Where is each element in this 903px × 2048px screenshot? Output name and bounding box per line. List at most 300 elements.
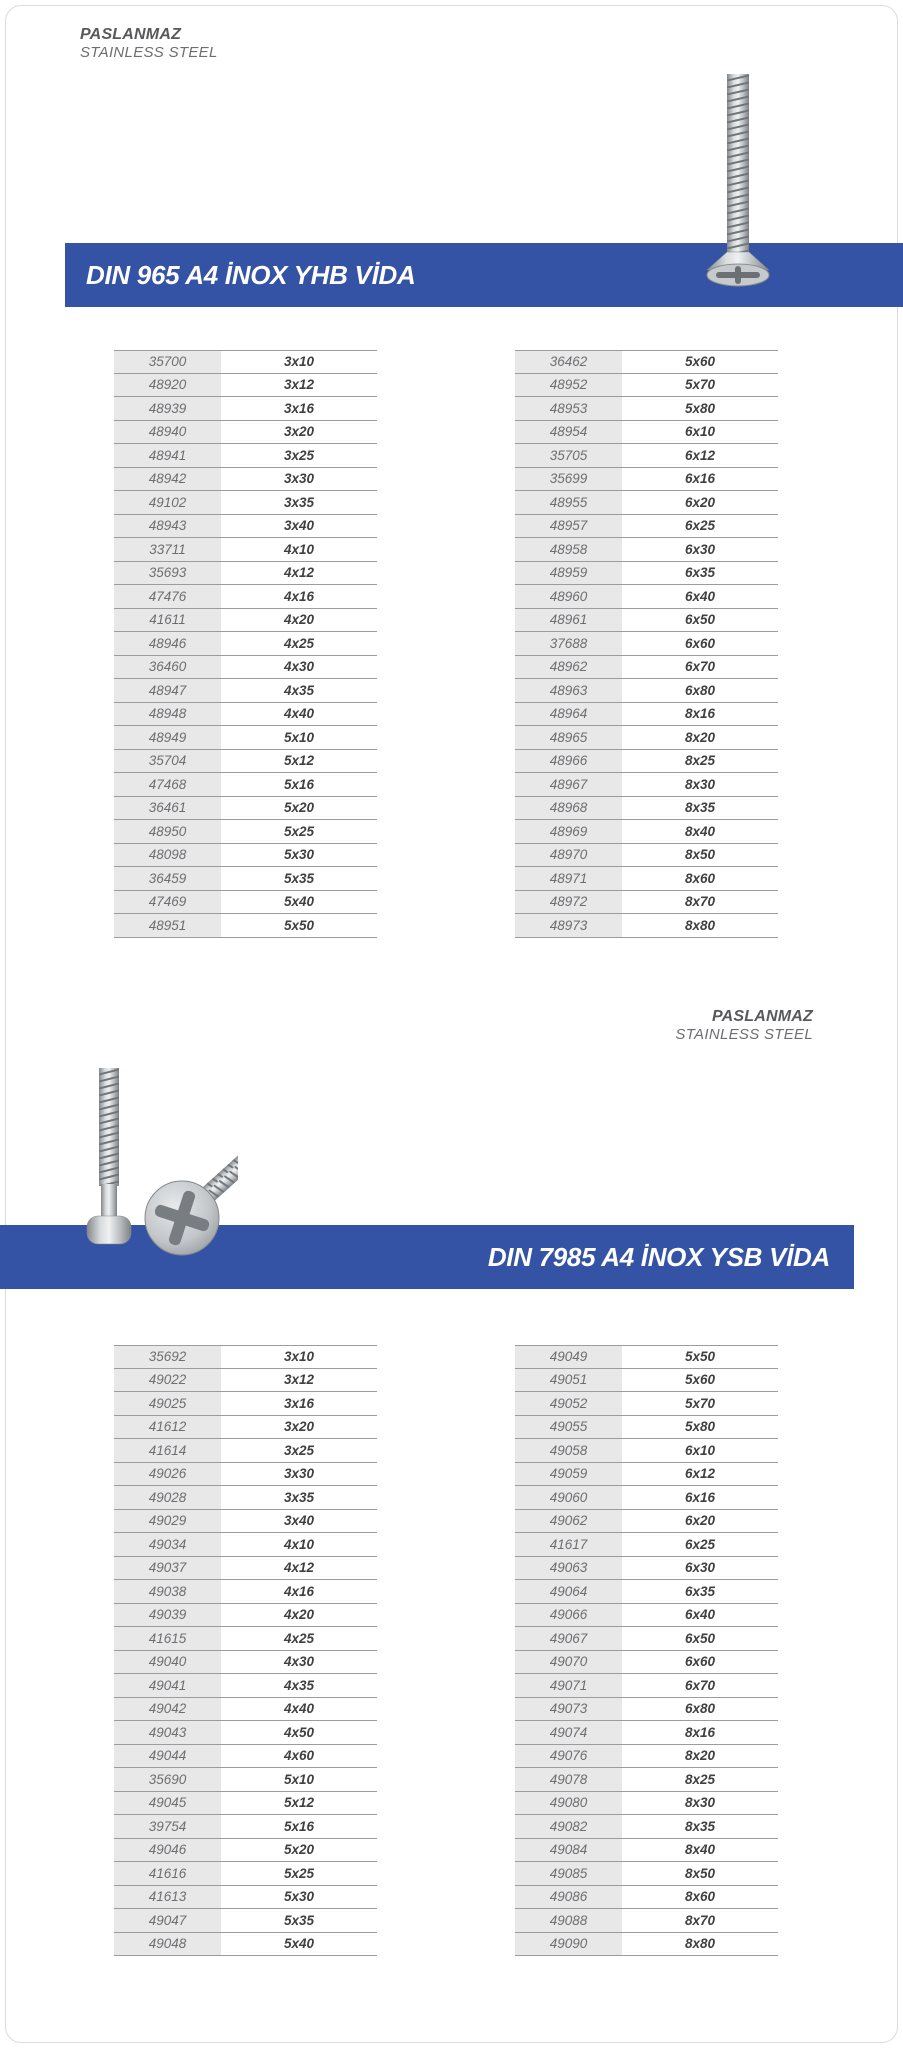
product-code: 48971: [515, 867, 622, 890]
table-row: [114, 1839, 377, 1863]
product-size: 8x35: [622, 1815, 778, 1838]
table-row: [114, 562, 377, 586]
table-row: [114, 585, 377, 609]
table-row: [114, 703, 377, 727]
product-code: 48920: [114, 374, 221, 397]
product-size: 5x40: [221, 891, 377, 914]
product-code: 49070: [515, 1651, 622, 1674]
table-row: [114, 468, 377, 492]
product-code: 41613: [114, 1886, 221, 1909]
product-size: 3x35: [221, 1486, 377, 1509]
table-row: [515, 444, 778, 468]
product-size: 4x30: [221, 1651, 377, 1674]
product-code: 41615: [114, 1627, 221, 1650]
product-size: 3x10: [221, 1346, 377, 1368]
table-row: [515, 374, 778, 398]
product-size: 5x35: [221, 1909, 377, 1932]
product-table-din965-right: [515, 350, 778, 938]
table-row: [114, 350, 377, 374]
table-row: [114, 797, 377, 821]
table-row: [515, 1886, 778, 1910]
product-size: 5x12: [221, 750, 377, 773]
product-code: 49082: [515, 1815, 622, 1838]
product-size: 5x30: [221, 844, 377, 867]
product-table-din7985-right: [515, 1345, 778, 1956]
product-size: 5x60: [622, 351, 778, 373]
table-row: [515, 397, 778, 421]
table-row: [515, 515, 778, 539]
product-size: 4x60: [221, 1745, 377, 1768]
screw-thread: [727, 74, 749, 253]
product-size: 3x25: [221, 1439, 377, 1462]
table-row: [515, 1486, 778, 1510]
product-size: 8x30: [622, 773, 778, 796]
table-row: [515, 468, 778, 492]
material-label-english: STAINLESS STEEL: [80, 44, 218, 62]
table-row: [114, 679, 377, 703]
product-code: 48940: [114, 421, 221, 444]
product-size: 3x30: [221, 468, 377, 491]
table-row: [515, 773, 778, 797]
table-row: [515, 820, 778, 844]
product-size: 4x50: [221, 1721, 377, 1744]
product-code: 49090: [515, 1933, 622, 1956]
product-size: 6x35: [622, 1580, 778, 1603]
product-code: 47468: [114, 773, 221, 796]
table-row: [114, 1392, 377, 1416]
table-row: [515, 1933, 778, 1957]
product-code: 49058: [515, 1439, 622, 1462]
product-code: 35690: [114, 1768, 221, 1791]
table-row: [114, 397, 377, 421]
table-row: [114, 538, 377, 562]
product-size: 8x40: [622, 820, 778, 843]
product-code: 49046: [114, 1839, 221, 1862]
product-size: 6x30: [622, 1557, 778, 1580]
product-size: 6x25: [622, 515, 778, 538]
product-size: 4x40: [221, 1698, 377, 1721]
table-row: [114, 1721, 377, 1745]
product-code: 36461: [114, 797, 221, 820]
product-code: 48964: [515, 703, 622, 726]
product-size: 8x70: [622, 891, 778, 914]
product-size: 6x40: [622, 1604, 778, 1627]
product-size: 5x35: [221, 867, 377, 890]
product-code: 48953: [515, 397, 622, 420]
product-size: 3x12: [221, 374, 377, 397]
product-code: 48952: [515, 374, 622, 397]
table-row: [114, 1909, 377, 1933]
product-size: 4x12: [221, 562, 377, 585]
table-row: [114, 1463, 377, 1487]
product-size: 3x40: [221, 1510, 377, 1533]
table-row: [515, 1416, 778, 1440]
table-row: [114, 1674, 377, 1698]
product-size: 4x12: [221, 1557, 377, 1580]
product-code: 35692: [114, 1346, 221, 1368]
product-size: 8x16: [622, 703, 778, 726]
product-size: 8x80: [622, 1933, 778, 1956]
product-size: 8x20: [622, 726, 778, 749]
table-row: [114, 609, 377, 633]
product-size: 5x50: [221, 914, 377, 937]
material-label-english: STAINLESS STEEL: [675, 1026, 813, 1044]
product-size: 4x35: [221, 679, 377, 702]
product-size: 8x30: [622, 1792, 778, 1815]
product-size: 8x35: [622, 797, 778, 820]
product-size: 3x20: [221, 421, 377, 444]
product-size: 6x10: [622, 421, 778, 444]
product-size: 6x80: [622, 679, 778, 702]
table-row: [515, 1909, 778, 1933]
product-size: 4x30: [221, 656, 377, 679]
product-size: 5x10: [221, 726, 377, 749]
table-row: [114, 444, 377, 468]
table-row: [515, 726, 778, 750]
product-size: 4x16: [221, 585, 377, 608]
table-row: [515, 844, 778, 868]
table-row: [114, 374, 377, 398]
table-row: [515, 1369, 778, 1393]
table-row: [515, 632, 778, 656]
table-row: [114, 1580, 377, 1604]
product-size: 3x16: [221, 397, 377, 420]
product-code: 49073: [515, 1698, 622, 1721]
product-size: 4x25: [221, 632, 377, 655]
product-code: 36459: [114, 867, 221, 890]
product-code: 49045: [114, 1792, 221, 1815]
product-size: 5x10: [221, 1768, 377, 1791]
product-code: 49067: [515, 1627, 622, 1650]
product-code: 48941: [114, 444, 221, 467]
product-size: 4x20: [221, 609, 377, 632]
table-row: [515, 538, 778, 562]
product-code: 41614: [114, 1439, 221, 1462]
product-code: 48946: [114, 632, 221, 655]
product-size: 6x12: [622, 444, 778, 467]
product-code: 36462: [515, 351, 622, 373]
material-label-turkish: PASLANMAZ: [711, 1008, 813, 1025]
table-row: [114, 421, 377, 445]
product-code: 49028: [114, 1486, 221, 1509]
product-size: 8x20: [622, 1745, 778, 1768]
table-row: [114, 632, 377, 656]
product-size: 8x16: [622, 1721, 778, 1744]
cross-recess-vertical: [735, 266, 741, 284]
product-code: 48959: [515, 562, 622, 585]
product-code: 48951: [114, 914, 221, 937]
section-banner-din965: [65, 243, 903, 307]
product-size: 6x16: [622, 468, 778, 491]
product-code: 35704: [114, 750, 221, 773]
product-size: 6x20: [622, 1510, 778, 1533]
product-size: 8x50: [622, 1862, 778, 1885]
product-code: 47476: [114, 585, 221, 608]
material-label-middle: [675, 1008, 813, 1044]
table-row: [114, 1745, 377, 1769]
product-code: 49063: [515, 1557, 622, 1580]
table-row: [114, 1627, 377, 1651]
table-row: [515, 421, 778, 445]
product-code: 49026: [114, 1463, 221, 1486]
product-code: 48949: [114, 726, 221, 749]
table-row: [114, 914, 377, 938]
product-size: 6x35: [622, 562, 778, 585]
table-row: [515, 491, 778, 515]
product-code: 49062: [515, 1510, 622, 1533]
product-code: 49043: [114, 1721, 221, 1744]
product-code: 49039: [114, 1604, 221, 1627]
table-row: [114, 1698, 377, 1722]
table-row: [515, 1533, 778, 1557]
product-size: 6x30: [622, 538, 778, 561]
countersunk-screw-image: [699, 72, 777, 300]
product-code: 49076: [515, 1745, 622, 1768]
product-code: 48943: [114, 515, 221, 538]
product-code: 47469: [114, 891, 221, 914]
product-code: 49085: [515, 1862, 622, 1885]
table-row: [515, 1557, 778, 1581]
product-code: 49029: [114, 1510, 221, 1533]
product-size: 3x25: [221, 444, 377, 467]
product-code: 36460: [114, 656, 221, 679]
table-row: [515, 1651, 778, 1675]
product-code: 49066: [515, 1604, 622, 1627]
table-row: [114, 1369, 377, 1393]
product-code: 48965: [515, 726, 622, 749]
product-size: 5x16: [221, 1815, 377, 1838]
product-code: 48967: [515, 773, 622, 796]
product-code: 48972: [515, 891, 622, 914]
product-code: 35699: [515, 468, 622, 491]
product-size: 3x16: [221, 1392, 377, 1415]
table-row: [114, 1557, 377, 1581]
product-size: 5x60: [622, 1369, 778, 1392]
product-size: 3x20: [221, 1416, 377, 1439]
table-row: [515, 703, 778, 727]
product-code: 35693: [114, 562, 221, 585]
product-code: 37688: [515, 632, 622, 655]
table-row: [114, 1604, 377, 1628]
product-code: 48960: [515, 585, 622, 608]
table-row: [515, 1463, 778, 1487]
table-row: [515, 609, 778, 633]
table-row: [515, 1345, 778, 1369]
table-row: [515, 1792, 778, 1816]
product-code: 49041: [114, 1674, 221, 1697]
product-size: 4x40: [221, 703, 377, 726]
product-size: 6x16: [622, 1486, 778, 1509]
product-size: 3x10: [221, 351, 377, 373]
product-size: 5x20: [221, 1839, 377, 1862]
product-code: 49051: [515, 1369, 622, 1392]
product-code: 48942: [114, 468, 221, 491]
table-row: [114, 1416, 377, 1440]
product-code: 48963: [515, 679, 622, 702]
product-code: 41617: [515, 1533, 622, 1556]
table-row: [515, 1510, 778, 1534]
product-code: 48973: [515, 914, 622, 937]
product-size: 6x25: [622, 1533, 778, 1556]
table-row: [114, 1768, 377, 1792]
product-size: 3x35: [221, 491, 377, 514]
table-row: [515, 1721, 778, 1745]
product-code: 49088: [515, 1909, 622, 1932]
product-size: 6x50: [622, 1627, 778, 1650]
material-label-top: [80, 26, 218, 62]
product-code: 41616: [114, 1862, 221, 1885]
table-row: [515, 656, 778, 680]
product-code: 35700: [114, 351, 221, 373]
product-size: 8x80: [622, 914, 778, 937]
product-size: 5x16: [221, 773, 377, 796]
table-row: [515, 1439, 778, 1463]
product-size: 4x25: [221, 1627, 377, 1650]
product-size: 5x70: [622, 374, 778, 397]
product-size: 5x12: [221, 1792, 377, 1815]
table-row: [515, 585, 778, 609]
table-row: [515, 562, 778, 586]
table-row: [515, 1745, 778, 1769]
product-code: 49071: [515, 1674, 622, 1697]
table-row: [114, 1933, 377, 1957]
product-code: 49040: [114, 1651, 221, 1674]
product-code: 48948: [114, 703, 221, 726]
table-row: [515, 1392, 778, 1416]
product-code: 49060: [515, 1486, 622, 1509]
product-code: 49084: [515, 1839, 622, 1862]
product-size: 8x60: [622, 867, 778, 890]
product-code: 39754: [114, 1815, 221, 1838]
product-code: 49080: [515, 1792, 622, 1815]
product-size: 3x30: [221, 1463, 377, 1486]
product-code: 48958: [515, 538, 622, 561]
table-row: [114, 491, 377, 515]
product-size: 5x20: [221, 797, 377, 820]
product-size: 4x10: [221, 538, 377, 561]
product-code: 49086: [515, 1886, 622, 1909]
table-row: [515, 914, 778, 938]
product-code: 48969: [515, 820, 622, 843]
material-label-turkish: PASLANMAZ: [80, 26, 182, 43]
product-code: 49055: [515, 1416, 622, 1439]
product-size: 3x40: [221, 515, 377, 538]
long-screw-pan-head: [87, 1216, 131, 1244]
product-code: 49022: [114, 1369, 221, 1392]
product-size: 6x60: [622, 632, 778, 655]
table-row: [114, 1439, 377, 1463]
table-row: [515, 1698, 778, 1722]
table-row: [114, 1862, 377, 1886]
table-row: [114, 1486, 377, 1510]
product-code: 49052: [515, 1392, 622, 1415]
product-size: 8x70: [622, 1909, 778, 1932]
long-screw-thread: [99, 1068, 119, 1186]
table-row: [114, 750, 377, 774]
table-row: [114, 1510, 377, 1534]
table-row: [114, 1345, 377, 1369]
table-row: [515, 867, 778, 891]
table-row: [114, 891, 377, 915]
table-row: [114, 867, 377, 891]
table-row: [515, 1674, 778, 1698]
product-code: 49078: [515, 1768, 622, 1791]
table-row: [114, 773, 377, 797]
product-code: 48957: [515, 515, 622, 538]
product-table-din965-left: [114, 350, 377, 938]
product-size: 8x25: [622, 1768, 778, 1791]
product-code: 49042: [114, 1698, 221, 1721]
product-code: 48966: [515, 750, 622, 773]
product-code: 49048: [114, 1933, 221, 1956]
product-code: 35705: [515, 444, 622, 467]
product-code: 33711: [114, 538, 221, 561]
product-size: 5x80: [622, 397, 778, 420]
product-size: 8x60: [622, 1886, 778, 1909]
product-size: 6x20: [622, 491, 778, 514]
product-size: 6x70: [622, 656, 778, 679]
product-code: 49059: [515, 1463, 622, 1486]
table-row: [114, 844, 377, 868]
product-size: 4x10: [221, 1533, 377, 1556]
table-row: [114, 1792, 377, 1816]
table-row: [114, 1533, 377, 1557]
table-row: [515, 1604, 778, 1628]
product-code: 49102: [114, 491, 221, 514]
product-size: 6x80: [622, 1698, 778, 1721]
table-row: [515, 750, 778, 774]
table-row: [515, 1627, 778, 1651]
product-code: 48962: [515, 656, 622, 679]
product-size: 8x50: [622, 844, 778, 867]
product-code: 49025: [114, 1392, 221, 1415]
product-code: 49044: [114, 1745, 221, 1768]
product-size: 3x12: [221, 1369, 377, 1392]
table-row: [515, 1768, 778, 1792]
section-title: DIN 7985 A4 İNOX YSB VİDA: [487, 1241, 830, 1272]
product-size: 6x40: [622, 585, 778, 608]
product-code: 48968: [515, 797, 622, 820]
product-code: 48961: [515, 609, 622, 632]
table-row: [114, 726, 377, 750]
product-size: 5x80: [622, 1416, 778, 1439]
table-row: [114, 1651, 377, 1675]
product-code: 49038: [114, 1580, 221, 1603]
table-row: [515, 350, 778, 374]
product-size: 5x25: [221, 820, 377, 843]
product-code: 49074: [515, 1721, 622, 1744]
product-code: 48950: [114, 820, 221, 843]
product-size: 5x30: [221, 1886, 377, 1909]
product-code: 48947: [114, 679, 221, 702]
table-row: [515, 679, 778, 703]
product-size: 6x50: [622, 609, 778, 632]
product-code: 48954: [515, 421, 622, 444]
product-code: 41612: [114, 1416, 221, 1439]
product-code: 48098: [114, 844, 221, 867]
table-row: [114, 820, 377, 844]
table-row: [515, 1580, 778, 1604]
product-size: 4x20: [221, 1604, 377, 1627]
product-code: 49049: [515, 1346, 622, 1368]
product-size: 4x16: [221, 1580, 377, 1603]
product-size: 6x70: [622, 1674, 778, 1697]
product-size: 6x60: [622, 1651, 778, 1674]
table-row: [515, 891, 778, 915]
product-size: 6x12: [622, 1463, 778, 1486]
product-size: 5x70: [622, 1392, 778, 1415]
product-code: 48939: [114, 397, 221, 420]
